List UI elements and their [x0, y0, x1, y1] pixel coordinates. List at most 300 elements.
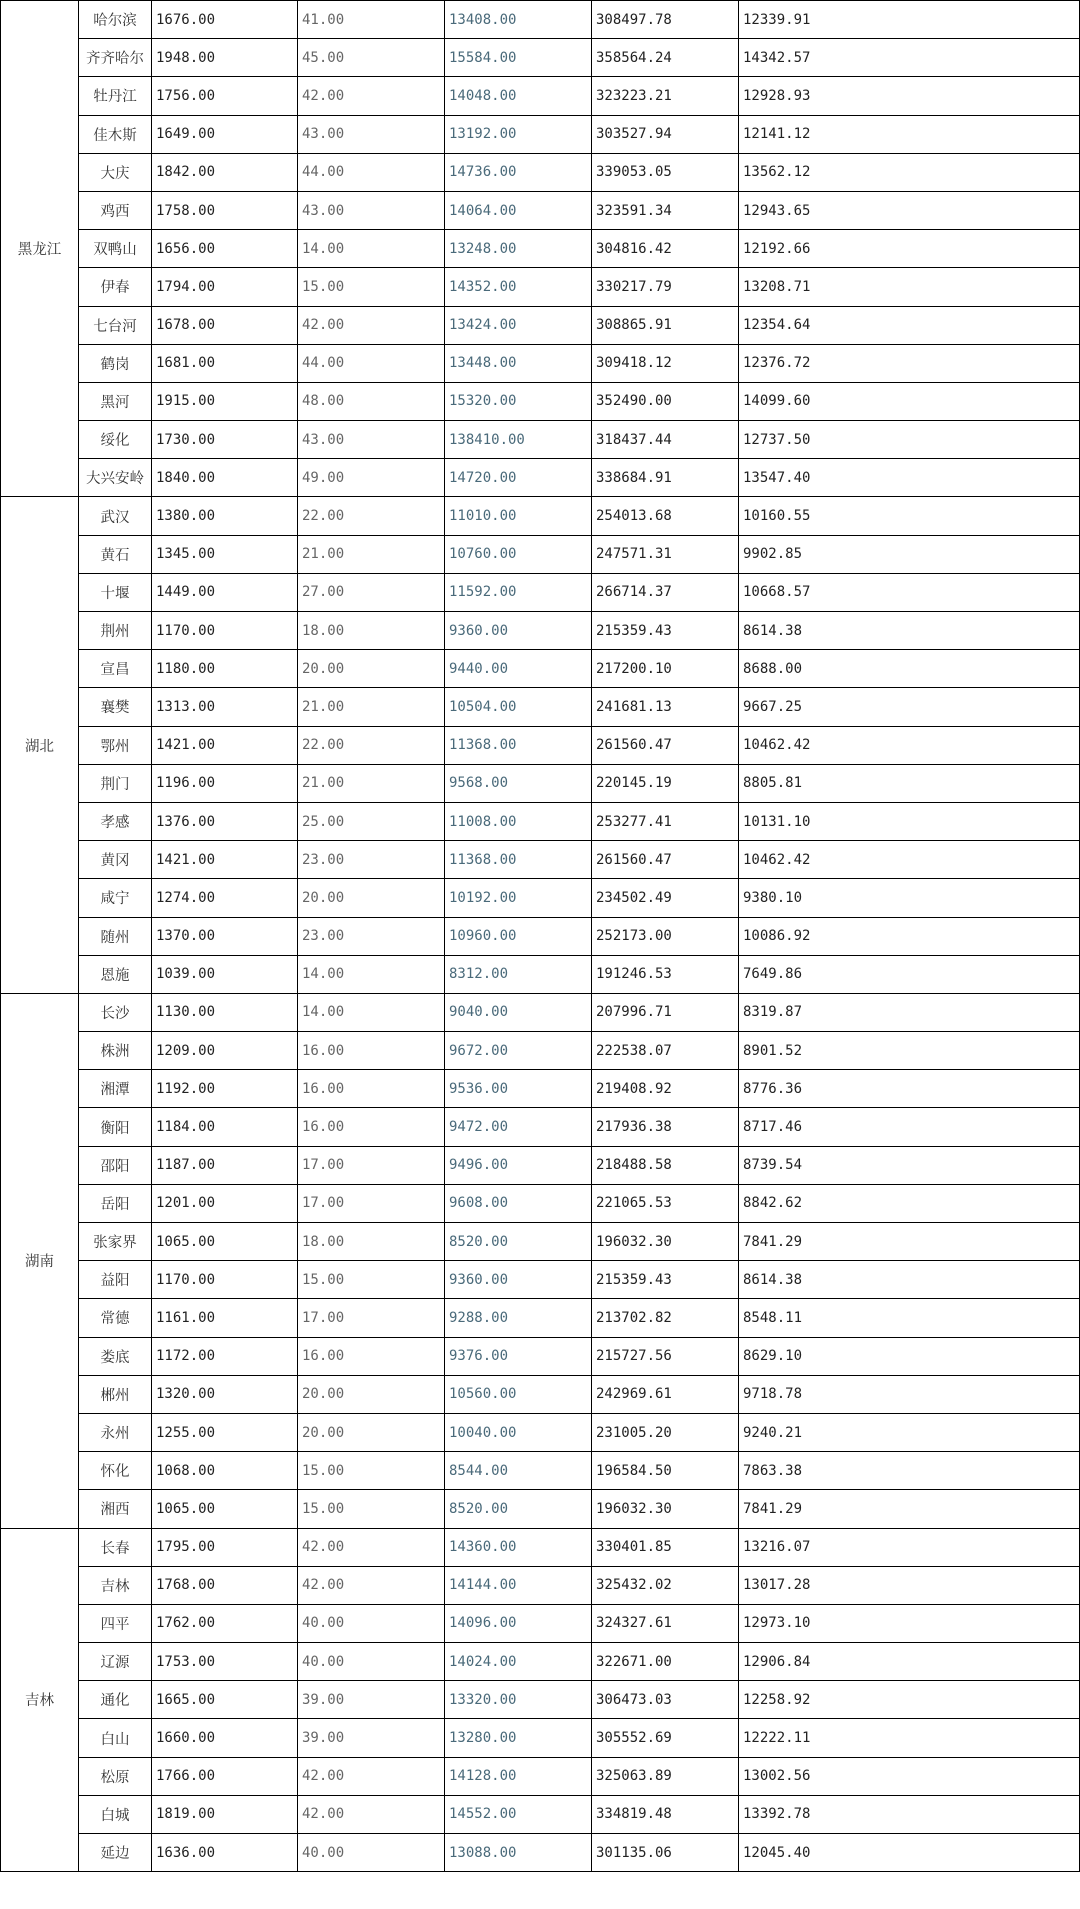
city-name-cell: 怀化	[79, 1452, 152, 1490]
value-cell-2: 27.00	[298, 573, 445, 611]
city-name-cell: 长沙	[79, 993, 152, 1031]
value-cell-1: 1196.00	[152, 764, 298, 802]
value-cell-3: 11008.00	[445, 802, 592, 840]
value-cell-3: 9440.00	[445, 650, 592, 688]
value-cell-1: 1255.00	[152, 1413, 298, 1451]
value-cell-2: 39.00	[298, 1719, 445, 1757]
value-cell-1: 1065.00	[152, 1490, 298, 1528]
table-row	[1, 1108, 1080, 1146]
value-cell-4: 196032.30	[592, 1490, 739, 1528]
value-cell-1: 1681.00	[152, 344, 298, 382]
value-cell-2: 43.00	[298, 191, 445, 229]
value-cell-4: 352490.00	[592, 382, 739, 420]
city-name-cell: 通化	[79, 1681, 152, 1719]
value-cell-3: 9360.00	[445, 612, 592, 650]
value-cell-3: 13280.00	[445, 1719, 592, 1757]
table-row	[1, 115, 1080, 153]
value-cell-3: 10504.00	[445, 688, 592, 726]
value-cell-2: 44.00	[298, 153, 445, 191]
value-cell-1: 1678.00	[152, 306, 298, 344]
value-cell-2: 44.00	[298, 344, 445, 382]
value-cell-5: 13002.56	[739, 1757, 1080, 1795]
value-cell-3: 138410.00	[445, 421, 592, 459]
city-name-cell: 大庆	[79, 153, 152, 191]
city-name-cell: 双鸭山	[79, 230, 152, 268]
value-cell-1: 1840.00	[152, 459, 298, 497]
value-cell-4: 325432.02	[592, 1566, 739, 1604]
value-cell-2: 43.00	[298, 115, 445, 153]
table-row	[1, 573, 1080, 611]
value-cell-1: 1676.00	[152, 1, 298, 39]
city-name-cell: 伊春	[79, 268, 152, 306]
value-cell-2: 18.00	[298, 612, 445, 650]
value-cell-2: 17.00	[298, 1299, 445, 1337]
value-cell-2: 14.00	[298, 230, 445, 268]
value-cell-3: 9496.00	[445, 1146, 592, 1184]
city-name-cell: 娄底	[79, 1337, 152, 1375]
value-cell-1: 1842.00	[152, 153, 298, 191]
value-cell-3: 11368.00	[445, 841, 592, 879]
value-cell-1: 1795.00	[152, 1528, 298, 1566]
value-cell-5: 9667.25	[739, 688, 1080, 726]
value-cell-5: 10462.42	[739, 841, 1080, 879]
value-cell-5: 12222.11	[739, 1719, 1080, 1757]
city-name-cell: 武汉	[79, 497, 152, 535]
table-row	[1, 993, 1080, 1031]
value-cell-1: 1656.00	[152, 230, 298, 268]
value-cell-3: 8520.00	[445, 1490, 592, 1528]
value-cell-4: 222538.07	[592, 1032, 739, 1070]
value-cell-4: 266714.37	[592, 573, 739, 611]
value-cell-4: 323223.21	[592, 77, 739, 115]
value-cell-4: 261560.47	[592, 726, 739, 764]
value-cell-5: 10668.57	[739, 573, 1080, 611]
city-name-cell: 随州	[79, 917, 152, 955]
city-name-cell: 常德	[79, 1299, 152, 1337]
table-row	[1, 77, 1080, 115]
table-row	[1, 1375, 1080, 1413]
value-cell-4: 339053.05	[592, 153, 739, 191]
value-cell-1: 1753.00	[152, 1643, 298, 1681]
value-cell-4: 304816.42	[592, 230, 739, 268]
value-cell-5: 8901.52	[739, 1032, 1080, 1070]
value-cell-4: 305552.69	[592, 1719, 739, 1757]
table-row	[1, 1, 1080, 39]
value-cell-5: 12192.66	[739, 230, 1080, 268]
city-name-cell: 黄冈	[79, 841, 152, 879]
value-cell-3: 10960.00	[445, 917, 592, 955]
value-cell-5: 10086.92	[739, 917, 1080, 955]
table-row	[1, 726, 1080, 764]
value-cell-3: 9672.00	[445, 1032, 592, 1070]
value-cell-4: 247571.31	[592, 535, 739, 573]
city-name-cell: 株洲	[79, 1032, 152, 1070]
value-cell-2: 21.00	[298, 535, 445, 573]
value-cell-3: 14024.00	[445, 1643, 592, 1681]
value-cell-1: 1762.00	[152, 1604, 298, 1642]
table-row	[1, 1795, 1080, 1833]
value-cell-4: 219408.92	[592, 1070, 739, 1108]
value-cell-3: 9568.00	[445, 764, 592, 802]
value-cell-1: 1180.00	[152, 650, 298, 688]
value-cell-3: 8544.00	[445, 1452, 592, 1490]
value-cell-4: 306473.03	[592, 1681, 739, 1719]
value-cell-5: 8629.10	[739, 1337, 1080, 1375]
value-cell-4: 231005.20	[592, 1413, 739, 1451]
value-cell-4: 261560.47	[592, 841, 739, 879]
city-name-cell: 松原	[79, 1757, 152, 1795]
value-cell-1: 1313.00	[152, 688, 298, 726]
value-cell-5: 14342.57	[739, 39, 1080, 77]
value-cell-1: 1766.00	[152, 1757, 298, 1795]
value-cell-1: 1201.00	[152, 1184, 298, 1222]
city-name-cell: 孝感	[79, 802, 152, 840]
value-cell-3: 13088.00	[445, 1834, 592, 1872]
value-cell-2: 15.00	[298, 1452, 445, 1490]
table-row	[1, 1719, 1080, 1757]
table-row	[1, 1146, 1080, 1184]
value-cell-1: 1170.00	[152, 612, 298, 650]
value-cell-4: 303527.94	[592, 115, 739, 153]
value-cell-4: 334819.48	[592, 1795, 739, 1833]
value-cell-4: 217936.38	[592, 1108, 739, 1146]
city-name-cell: 鸡西	[79, 191, 152, 229]
value-cell-4: 338684.91	[592, 459, 739, 497]
value-cell-2: 14.00	[298, 993, 445, 1031]
value-cell-3: 11010.00	[445, 497, 592, 535]
value-cell-3: 14144.00	[445, 1566, 592, 1604]
city-name-cell: 宣昌	[79, 650, 152, 688]
value-cell-4: 309418.12	[592, 344, 739, 382]
value-cell-4: 217200.10	[592, 650, 739, 688]
city-name-cell: 吉林	[79, 1566, 152, 1604]
value-cell-3: 11368.00	[445, 726, 592, 764]
value-cell-3: 9288.00	[445, 1299, 592, 1337]
table-row	[1, 1757, 1080, 1795]
city-name-cell: 白山	[79, 1719, 152, 1757]
value-cell-3: 9376.00	[445, 1337, 592, 1375]
value-cell-5: 8776.36	[739, 1070, 1080, 1108]
table-row	[1, 230, 1080, 268]
city-name-cell: 邵阳	[79, 1146, 152, 1184]
value-cell-4: 221065.53	[592, 1184, 739, 1222]
value-cell-3: 14360.00	[445, 1528, 592, 1566]
value-cell-1: 1209.00	[152, 1032, 298, 1070]
table-row	[1, 1070, 1080, 1108]
city-name-cell: 永州	[79, 1413, 152, 1451]
value-cell-4: 330401.85	[592, 1528, 739, 1566]
value-cell-5: 13017.28	[739, 1566, 1080, 1604]
value-cell-1: 1192.00	[152, 1070, 298, 1108]
value-cell-4: 324327.61	[592, 1604, 739, 1642]
table-row	[1, 1261, 1080, 1299]
city-name-cell: 湘潭	[79, 1070, 152, 1108]
value-cell-1: 1184.00	[152, 1108, 298, 1146]
value-cell-3: 14352.00	[445, 268, 592, 306]
value-cell-5: 12906.84	[739, 1643, 1080, 1681]
value-cell-5: 9718.78	[739, 1375, 1080, 1413]
value-cell-4: 234502.49	[592, 879, 739, 917]
value-cell-4: 196584.50	[592, 1452, 739, 1490]
value-cell-4: 318437.44	[592, 421, 739, 459]
table-row	[1, 39, 1080, 77]
value-cell-5: 8614.38	[739, 1261, 1080, 1299]
city-name-cell: 大兴安岭	[79, 459, 152, 497]
value-cell-2: 23.00	[298, 917, 445, 955]
value-cell-4: 207996.71	[592, 993, 739, 1031]
value-cell-1: 1068.00	[152, 1452, 298, 1490]
value-cell-4: 196032.30	[592, 1223, 739, 1261]
value-cell-2: 17.00	[298, 1184, 445, 1222]
value-cell-3: 15584.00	[445, 39, 592, 77]
value-cell-3: 9040.00	[445, 993, 592, 1031]
value-cell-1: 1421.00	[152, 841, 298, 879]
value-cell-1: 1065.00	[152, 1223, 298, 1261]
value-cell-5: 7649.86	[739, 955, 1080, 993]
value-cell-2: 18.00	[298, 1223, 445, 1261]
value-cell-5: 7841.29	[739, 1223, 1080, 1261]
city-name-cell: 延边	[79, 1834, 152, 1872]
table-row	[1, 802, 1080, 840]
value-cell-5: 13392.78	[739, 1795, 1080, 1833]
table-row	[1, 917, 1080, 955]
value-cell-5: 7841.29	[739, 1490, 1080, 1528]
value-cell-4: 220145.19	[592, 764, 739, 802]
value-cell-3: 14720.00	[445, 459, 592, 497]
value-cell-5: 9380.10	[739, 879, 1080, 917]
value-cell-3: 13192.00	[445, 115, 592, 153]
value-cell-3: 9536.00	[445, 1070, 592, 1108]
value-cell-5: 14099.60	[739, 382, 1080, 420]
value-cell-2: 20.00	[298, 1375, 445, 1413]
value-cell-5: 8717.46	[739, 1108, 1080, 1146]
table-row	[1, 191, 1080, 229]
value-cell-3: 8520.00	[445, 1223, 592, 1261]
table-row	[1, 764, 1080, 802]
table-row	[1, 268, 1080, 306]
value-cell-3: 10040.00	[445, 1413, 592, 1451]
table-row	[1, 153, 1080, 191]
value-cell-3: 10192.00	[445, 879, 592, 917]
value-cell-5: 13208.71	[739, 268, 1080, 306]
value-cell-2: 40.00	[298, 1604, 445, 1642]
table-row	[1, 1604, 1080, 1642]
value-cell-5: 12943.65	[739, 191, 1080, 229]
table-row	[1, 879, 1080, 917]
value-cell-1: 1649.00	[152, 115, 298, 153]
value-cell-5: 12928.93	[739, 77, 1080, 115]
value-cell-2: 14.00	[298, 955, 445, 993]
value-cell-2: 42.00	[298, 1795, 445, 1833]
value-cell-1: 1039.00	[152, 955, 298, 993]
value-cell-2: 20.00	[298, 879, 445, 917]
value-cell-5: 13216.07	[739, 1528, 1080, 1566]
value-cell-2: 16.00	[298, 1337, 445, 1375]
value-cell-4: 301135.06	[592, 1834, 739, 1872]
value-cell-4: 322671.00	[592, 1643, 739, 1681]
value-cell-4: 215359.43	[592, 612, 739, 650]
value-cell-2: 22.00	[298, 497, 445, 535]
table-row	[1, 1184, 1080, 1222]
table-row	[1, 535, 1080, 573]
province-cell: 黑龙江	[1, 1, 79, 497]
table-row	[1, 1032, 1080, 1070]
table-row	[1, 1337, 1080, 1375]
table-row	[1, 1528, 1080, 1566]
value-cell-2: 40.00	[298, 1834, 445, 1872]
value-cell-2: 45.00	[298, 39, 445, 77]
value-cell-5: 13562.12	[739, 153, 1080, 191]
value-cell-2: 25.00	[298, 802, 445, 840]
table-row	[1, 344, 1080, 382]
value-cell-2: 15.00	[298, 268, 445, 306]
value-cell-5: 8614.38	[739, 612, 1080, 650]
value-cell-5: 9902.85	[739, 535, 1080, 573]
value-cell-4: 191246.53	[592, 955, 739, 993]
value-cell-3: 13248.00	[445, 230, 592, 268]
value-cell-3: 10760.00	[445, 535, 592, 573]
city-name-cell: 绥化	[79, 421, 152, 459]
province-cell: 湖北	[1, 497, 79, 993]
value-cell-4: 323591.34	[592, 191, 739, 229]
value-cell-1: 1758.00	[152, 191, 298, 229]
value-cell-2: 21.00	[298, 764, 445, 802]
value-cell-1: 1421.00	[152, 726, 298, 764]
value-cell-2: 20.00	[298, 650, 445, 688]
value-cell-1: 1915.00	[152, 382, 298, 420]
table-row	[1, 841, 1080, 879]
value-cell-4: 254013.68	[592, 497, 739, 535]
city-name-cell: 荆州	[79, 612, 152, 650]
value-cell-2: 42.00	[298, 1757, 445, 1795]
value-cell-2: 48.00	[298, 382, 445, 420]
value-cell-1: 1370.00	[152, 917, 298, 955]
value-cell-2: 43.00	[298, 421, 445, 459]
value-cell-4: 215727.56	[592, 1337, 739, 1375]
city-name-cell: 黄石	[79, 535, 152, 573]
value-cell-2: 23.00	[298, 841, 445, 879]
value-cell-1: 1819.00	[152, 1795, 298, 1833]
value-cell-1: 1948.00	[152, 39, 298, 77]
value-cell-3: 13408.00	[445, 1, 592, 39]
table-row	[1, 382, 1080, 420]
value-cell-1: 1636.00	[152, 1834, 298, 1872]
city-name-cell: 鹤岗	[79, 344, 152, 382]
value-cell-5: 8319.87	[739, 993, 1080, 1031]
table-row	[1, 1643, 1080, 1681]
value-cell-1: 1449.00	[152, 573, 298, 611]
table-row	[1, 1223, 1080, 1261]
value-cell-2: 39.00	[298, 1681, 445, 1719]
value-cell-5: 8842.62	[739, 1184, 1080, 1222]
value-cell-1: 1130.00	[152, 993, 298, 1031]
value-cell-3: 8312.00	[445, 955, 592, 993]
value-cell-3: 13424.00	[445, 306, 592, 344]
city-name-cell: 郴州	[79, 1375, 152, 1413]
value-cell-5: 8805.81	[739, 764, 1080, 802]
value-cell-5: 13547.40	[739, 459, 1080, 497]
table-body	[1, 1, 1080, 1872]
table-row	[1, 955, 1080, 993]
value-cell-4: 308865.91	[592, 306, 739, 344]
value-cell-1: 1274.00	[152, 879, 298, 917]
value-cell-4: 242969.61	[592, 1375, 739, 1413]
value-cell-2: 42.00	[298, 1566, 445, 1604]
city-name-cell: 衡阳	[79, 1108, 152, 1146]
value-cell-2: 40.00	[298, 1643, 445, 1681]
value-cell-1: 1320.00	[152, 1375, 298, 1413]
value-cell-4: 241681.13	[592, 688, 739, 726]
value-cell-3: 9608.00	[445, 1184, 592, 1222]
value-cell-2: 17.00	[298, 1146, 445, 1184]
value-cell-3: 14736.00	[445, 153, 592, 191]
value-cell-2: 41.00	[298, 1, 445, 39]
value-cell-5: 8688.00	[739, 650, 1080, 688]
city-name-cell: 张家界	[79, 1223, 152, 1261]
city-name-cell: 黑河	[79, 382, 152, 420]
value-cell-2: 20.00	[298, 1413, 445, 1451]
value-cell-5: 8548.11	[739, 1299, 1080, 1337]
city-name-cell: 恩施	[79, 955, 152, 993]
value-cell-1: 1161.00	[152, 1299, 298, 1337]
value-cell-3: 15320.00	[445, 382, 592, 420]
value-cell-4: 358564.24	[592, 39, 739, 77]
city-name-cell: 佳木斯	[79, 115, 152, 153]
value-cell-3: 11592.00	[445, 573, 592, 611]
value-cell-1: 1768.00	[152, 1566, 298, 1604]
value-cell-1: 1660.00	[152, 1719, 298, 1757]
value-cell-3: 13448.00	[445, 344, 592, 382]
city-name-cell: 哈尔滨	[79, 1, 152, 39]
province-cell: 吉林	[1, 1528, 79, 1872]
city-name-cell: 四平	[79, 1604, 152, 1642]
city-name-cell: 七台河	[79, 306, 152, 344]
value-cell-4: 253277.41	[592, 802, 739, 840]
value-cell-3: 13320.00	[445, 1681, 592, 1719]
value-cell-4: 218488.58	[592, 1146, 739, 1184]
value-cell-2: 15.00	[298, 1490, 445, 1528]
value-cell-2: 42.00	[298, 306, 445, 344]
value-cell-5: 12045.40	[739, 1834, 1080, 1872]
value-cell-1: 1730.00	[152, 421, 298, 459]
city-name-cell: 长春	[79, 1528, 152, 1566]
table-row	[1, 1566, 1080, 1604]
table-row	[1, 1834, 1080, 1872]
city-name-cell: 牡丹江	[79, 77, 152, 115]
city-name-cell: 咸宁	[79, 879, 152, 917]
value-cell-1: 1376.00	[152, 802, 298, 840]
value-cell-1: 1187.00	[152, 1146, 298, 1184]
value-cell-4: 252173.00	[592, 917, 739, 955]
value-cell-1: 1170.00	[152, 1261, 298, 1299]
table-row	[1, 1452, 1080, 1490]
value-cell-4: 308497.78	[592, 1, 739, 39]
city-name-cell: 湘西	[79, 1490, 152, 1528]
value-cell-4: 213702.82	[592, 1299, 739, 1337]
city-name-cell: 齐齐哈尔	[79, 39, 152, 77]
value-cell-1: 1380.00	[152, 497, 298, 535]
value-cell-5: 12354.64	[739, 306, 1080, 344]
table-row	[1, 1299, 1080, 1337]
table-row	[1, 1490, 1080, 1528]
value-cell-3: 10560.00	[445, 1375, 592, 1413]
value-cell-3: 14048.00	[445, 77, 592, 115]
value-cell-2: 42.00	[298, 1528, 445, 1566]
province-cell: 湖南	[1, 993, 79, 1528]
value-cell-5: 10462.42	[739, 726, 1080, 764]
value-cell-1: 1345.00	[152, 535, 298, 573]
value-cell-2: 22.00	[298, 726, 445, 764]
